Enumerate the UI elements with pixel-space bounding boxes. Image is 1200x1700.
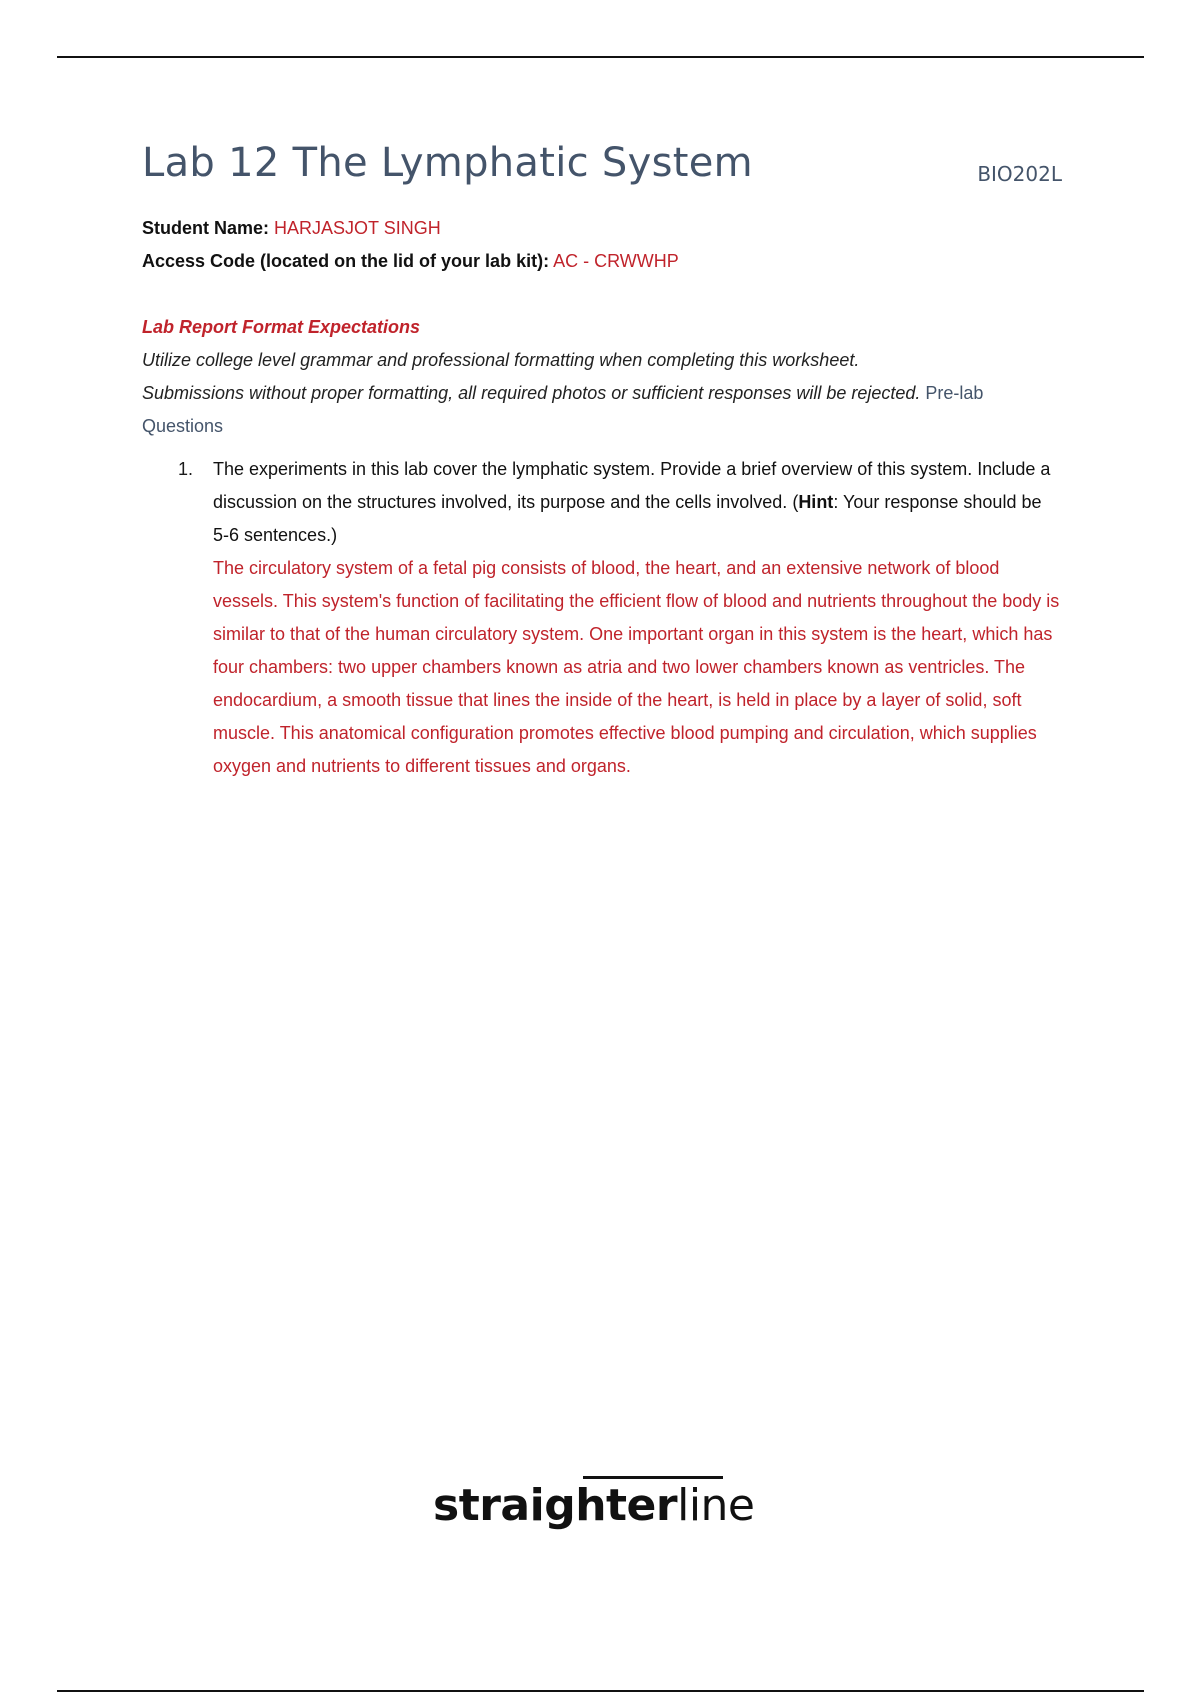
- question-text-part1: The experiments in this lab cover the lymphatic system. Provide a brief overview of this system. Include a discussion on the structures involved, its purpose and the cells involved. (: [213, 459, 1051, 512]
- question-text: [213, 453, 1062, 552]
- question-number: 1.: [178, 459, 194, 479]
- hint-label: Hint: [798, 492, 834, 512]
- answer-text: The circulatory system of a fetal pig consists of blood, the heart, and an extensive network of blood vessels. This system's function of facilitating the efficient flow of blood and nutrients throughout the body is similar to that of the human circulatory system. One important organ in this system is the heart, which has four chambers: two upper chambers known as atria and two lower chambers known as ventricles. The endocardium, a smooth tissue that lines the inside of the heart, is held in place by a layer of solid, soft muscle. This anatomical configuration promotes effective blood pumping and circulation, which supplies oxygen and nutrients to different tissues and organs.: [213, 558, 1060, 776]
- student-name-label: Student Name:: [142, 218, 270, 238]
- format-line-1: Utilize college level grammar and professional formatting when completing this worksheet.: [142, 350, 860, 370]
- access-code-label: Access Code (located on the lid of your lab kit):: [142, 251, 550, 271]
- bottom-rule: [57, 1690, 1144, 1692]
- page-title: Lab 12 The Lymphatic System: [142, 140, 753, 186]
- format-heading: Lab Report Format Expectations: [142, 317, 421, 337]
- straighterline-logo: [433, 1480, 755, 1531]
- format-line-2-text: Submissions without proper formatting, all required photos or sufficient responses will be rejected.: [142, 383, 921, 403]
- question-list: [142, 453, 1062, 783]
- question-item: [142, 453, 1062, 783]
- format-line-2: [142, 377, 1062, 443]
- top-rule: [57, 56, 1144, 58]
- logo-light-part: line: [677, 1480, 755, 1531]
- student-name-value: HARJASJOT SINGH: [274, 218, 441, 238]
- logo-bold-part: straighter: [433, 1480, 678, 1531]
- question-text-part2: : Your response should be 5-6 sentences.): [213, 492, 1042, 545]
- access-code-value: AC - CRWWHP: [553, 251, 679, 271]
- document-body: [142, 212, 1062, 783]
- course-code: BIO202L: [977, 162, 1062, 186]
- prelab-heading: Pre-lab Questions: [142, 383, 984, 436]
- access-code-row: [142, 245, 1062, 278]
- student-name-row: [142, 212, 1062, 245]
- document-header: [142, 140, 1062, 200]
